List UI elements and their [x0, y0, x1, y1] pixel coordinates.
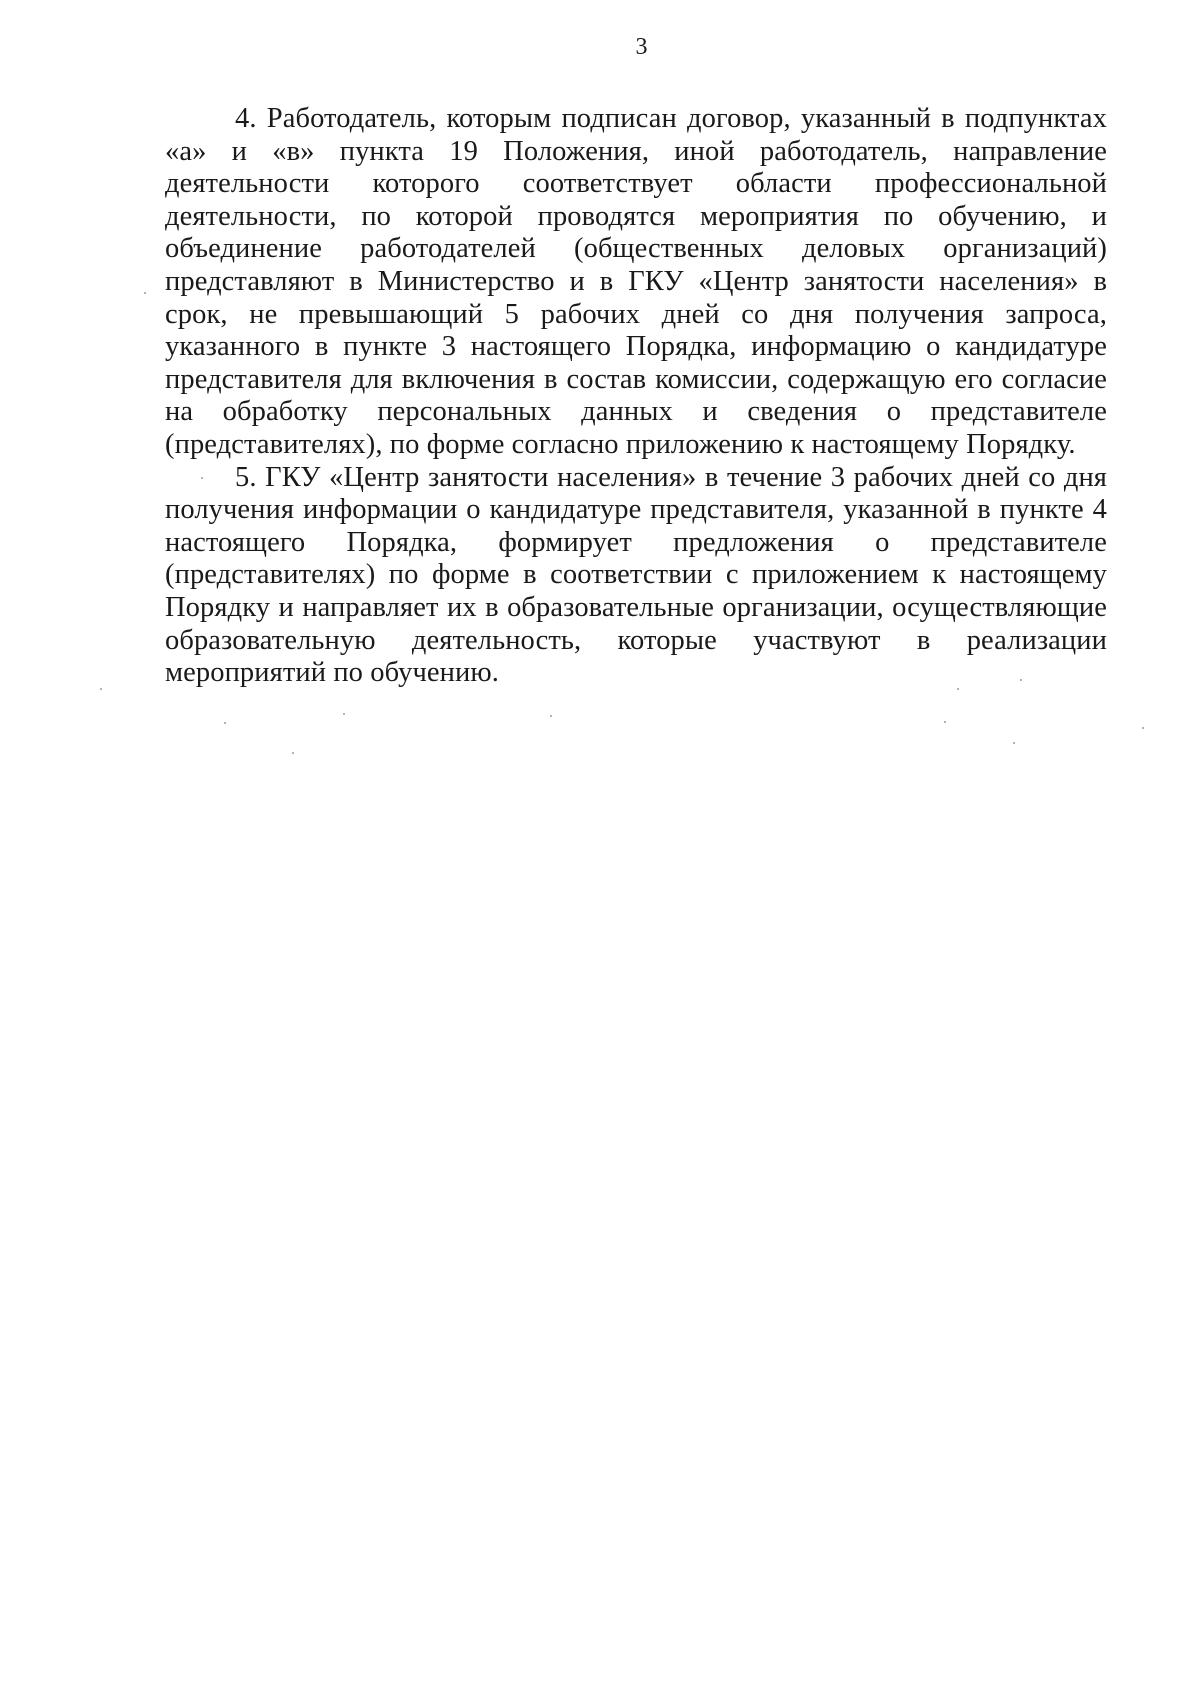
scan-speck — [100, 688, 102, 690]
scan-speck — [1013, 742, 1015, 744]
paragraph-item-5: 5. ГКУ «Центр занятости населения» в течение 3 рабочих дней со дня получения информации о кандидатуре представителя, указанной в пункте 4 настоящего Порядка, формирует предложения о представителе (представителях) по форме в соответствии с приложением к настоящему Порядку и направляет их в образовательные организации, осуществляющие образовательную деятельность, которые участвуют в реализации мероприятий по обучению. — [165, 461, 1107, 689]
scan-speck — [957, 688, 959, 690]
paragraph-item-4: 4. Работодатель, которым подписан договор, указанный в подпунктах «а» и «в» пункта 19 Положения, иной работодатель, направление деятельности которого соответствует области профессиональной деятельности, по которой проводятся мероприятия по обучению, и объединение работодателей (общественных деловых организаций) представляют в Министерство и в ГКУ «Центр занятости населения» в срок, не превышающий 5 рабочих дней со дня получения запроса, указанного в пункте 3 настоящего Порядка, информацию о кандидатуре представителя для включения в состав комиссии, содержащую его согласие на обработку персональных данных и сведения о представителе (представителях), по форме согласно приложению к настоящему Порядку. — [165, 103, 1107, 460]
scan-speck — [144, 292, 146, 294]
document-body — [165, 103, 1107, 690]
scan-speck — [292, 752, 294, 754]
scan-speck — [1020, 679, 1022, 681]
page-number: 3 — [635, 34, 648, 60]
scan-speck — [550, 715, 552, 717]
scan-speck — [944, 721, 946, 723]
scan-speck — [1142, 727, 1144, 729]
scan-speck — [224, 722, 226, 724]
scan-speck — [201, 477, 203, 479]
scan-speck — [343, 713, 345, 715]
